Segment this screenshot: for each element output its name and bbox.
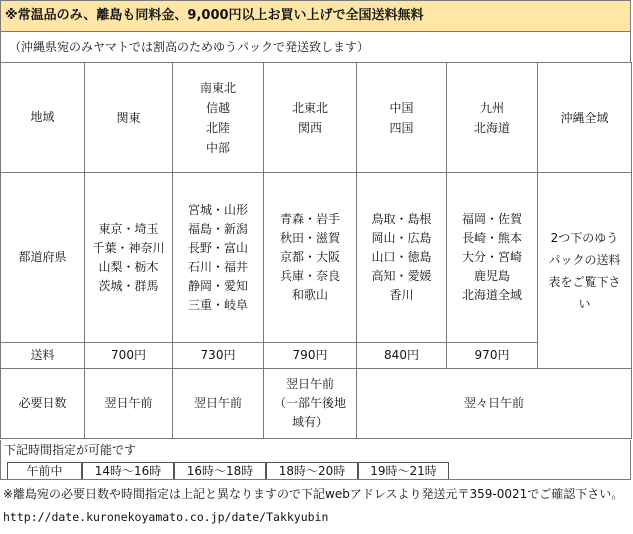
region-kansai: 北東北 関西 [264,63,357,173]
days-row-label: 必要日数 [1,369,85,439]
time-slot-item: 18時～20時 [266,462,358,479]
days-far-regions: 翌々日午前 [357,369,632,439]
time-slot-list [0,460,631,480]
shipping-row-label: 送料 [1,343,85,369]
prefectures-kanto: 東京・埼玉 千葉・神奈川 山梨・栃木 茨城・群馬 [85,173,173,343]
region-row [1,63,632,173]
prefectures-kansai: 青森・岩手 秋田・滋賀 京都・大阪 兵庫・奈良 和歌山 [264,173,357,343]
days-kanto: 翌日午前 [85,369,173,439]
time-slot-item: 午前中 [7,462,82,479]
okinawa-yupack-note: 2つ下のゆう パックの送料 表をご覧下さ い [538,173,632,369]
time-slot-heading: 下記時間指定が可能です [0,440,631,460]
yamato-lookup-link[interactable]: http://date.kuronekoyamato.co.jp/date/Takkyubin [3,510,329,524]
region-okinawa: 沖縄全域 [538,63,632,173]
shipping-rate-table [0,62,632,439]
price-kansai: 790円 [264,343,357,369]
prefectures-kyushu-hokkaido: 福岡・佐賀 長崎・熊本 大分・宮崎 鹿児島 北海道全域 [447,173,538,343]
remote-island-note: ※離島宛の必要日数や時間指定は上記と異なりますので下記webアドレスより発送元〒359-0021でご確認下さい。 [3,487,624,501]
prefecture-row [1,173,632,343]
price-kyushu-hokkaido: 970円 [447,343,538,369]
shipping-fee-row [1,343,632,369]
days-chubu: 翌日午前 [173,369,264,439]
prefectures-chubu: 宮城・山形 福島・新潟 長野・富山 石川・福井 静岡・愛知 三重・岐阜 [173,173,264,343]
price-chubu: 730円 [173,343,264,369]
region-chubu: 南東北 信越 北陸 中部 [173,63,264,173]
time-slot-item: 19時～21時 [358,462,449,479]
price-chugoku-shikoku: 840円 [357,343,447,369]
region-kyushu-hokkaido: 九州 北海道 [447,63,538,173]
okinawa-shipping-note: （沖縄県宛のみヤマトでは割高のためゆうパックで発送致します） [0,32,631,62]
time-slot-item: 16時～18時 [174,462,266,479]
delivery-days-row [1,369,632,439]
region-kanto: 関東 [85,63,173,173]
prefectures-row-label: 都道府県 [1,173,85,343]
prefectures-chugoku-shikoku: 鳥取・島根 岡山・広島 山口・徳島 高知・愛媛 香川 [357,173,447,343]
time-slot-item: 14時～16時 [82,462,174,479]
region-chugoku-shikoku: 中国 四国 [357,63,447,173]
days-kansai: 翌日午前 （一部午後地 域有） [264,369,357,439]
free-shipping-banner: ※常温品のみ、離島も同料金、9,000円以上お買い上げで全国送料無料 [0,0,631,32]
price-kanto: 700円 [85,343,173,369]
region-row-label: 地域 [1,63,85,173]
